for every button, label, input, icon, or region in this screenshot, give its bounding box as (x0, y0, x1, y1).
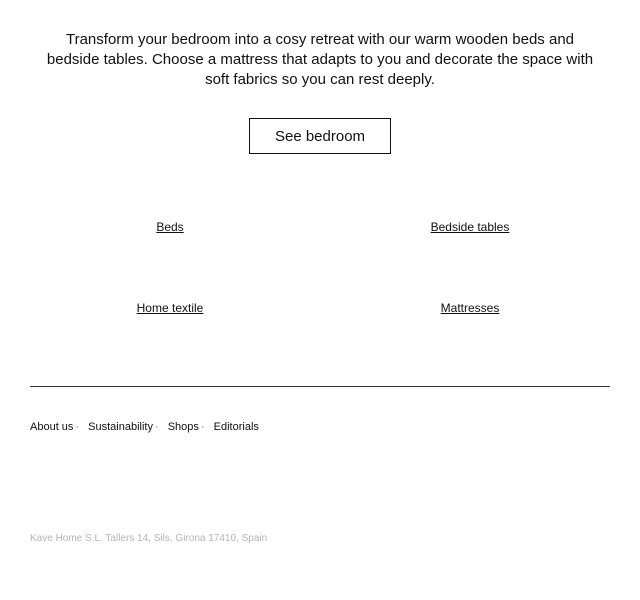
footer-separator: · (75, 421, 80, 433)
category-link-beds[interactable]: Beds (156, 220, 184, 234)
category-link-bedside-tables[interactable]: Bedside tables (430, 220, 510, 234)
category-link-home-textile[interactable]: Home textile (136, 301, 204, 315)
footer-link-editorials[interactable]: Editorials (213, 421, 259, 433)
footer-link-about-us[interactable]: About us (30, 421, 74, 433)
intro-text: Transform your bedroom into a cosy retreat with our warm wooden beds and bedside tables. Choose a mattress that adapts to you and decorate the space with soft fabrics so you can rest deeply. (46, 31, 594, 88)
footer-separator: · (200, 421, 205, 433)
see-bedroom-button[interactable]: See bedroom (249, 118, 391, 154)
footer-link-shops[interactable]: Shops (167, 421, 199, 433)
category-link-mattresses[interactable]: Mattresses (440, 301, 500, 315)
company-address: Kave Home S.L. Tallers 14, Sils, Girona 17410, Spain (30, 533, 268, 544)
footer-separator: · (154, 421, 159, 433)
footer-divider (30, 386, 610, 387)
footer-link-sustainability[interactable]: Sustainability (88, 421, 153, 433)
footer-nav (30, 420, 259, 434)
